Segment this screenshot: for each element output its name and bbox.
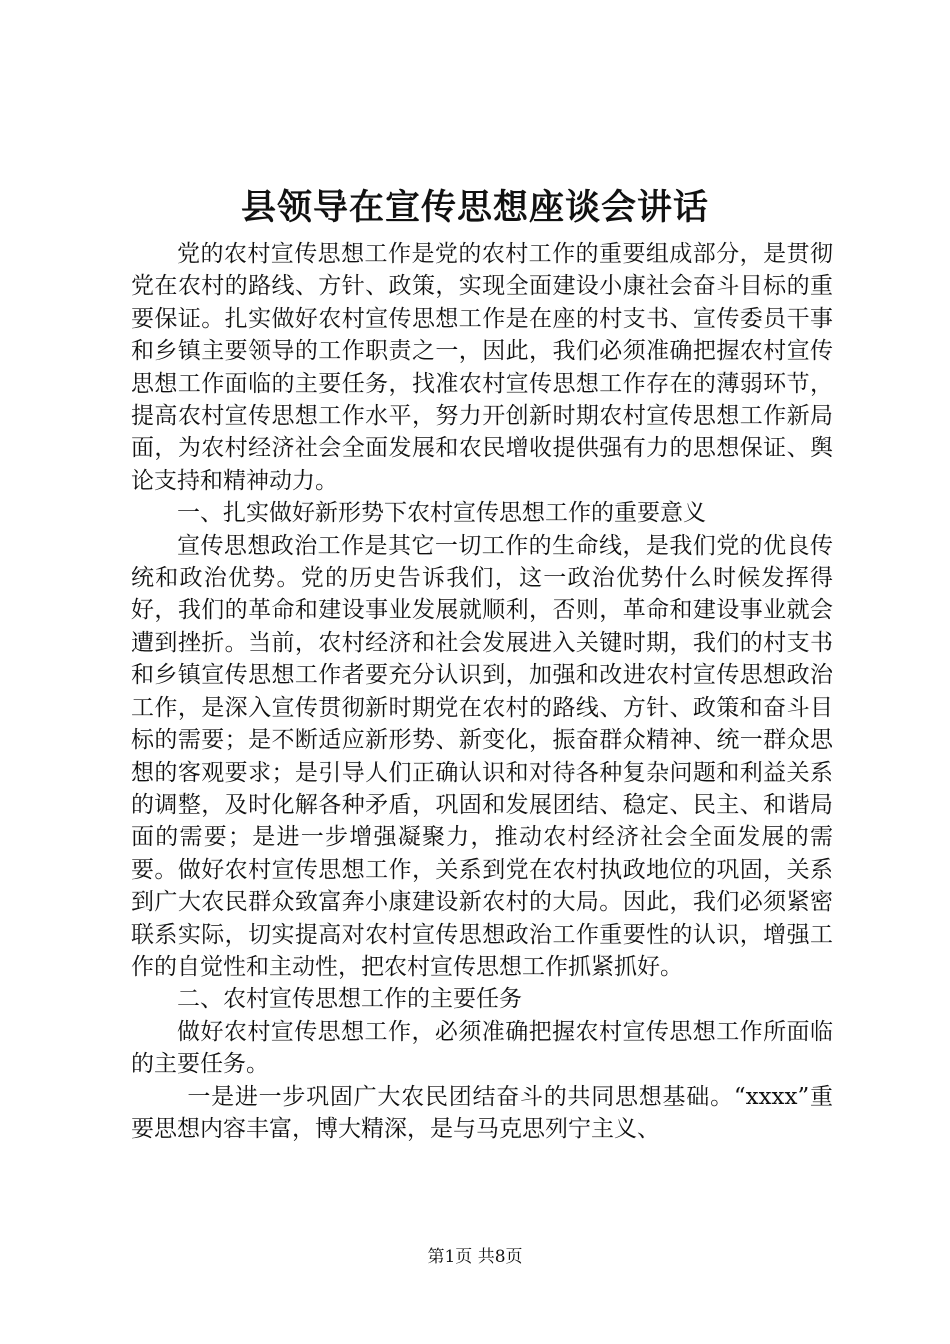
document-title: 县领导在宣传思想座谈会讲话 [240,187,709,228]
page-number-footer: 第1页 共8页 [427,1247,523,1267]
intro-paragraph: 党的农村宣传思想工作是党的农村工作的重要组成部分，是贯彻党在农村的路线、方针、政策，实现全面建设小康社会奋斗目标的重要保证。扎实做好农村宣传思想工作是在座的村支书、宣传委员干事和乡镇主要领导的工作职责之一，因此，我们必须准确把握农村宣传思想工作面临的主要任务，找准农村宣传思想工作存在的薄弱环节，提高农村宣传思想工作水平，努力开创新时期农村宣传思想工作新局面，为农村经济社会全面发展和农民增收提供强有力的思想保证、舆论支持和精神动力。 [131,241,833,494]
task-1-paragraph: 一是进一步巩固广大农民团结奋斗的共同思想基础。“xxxx”重要思想内容丰富，博大精深，是与马克思列宁主义、 [131,1083,833,1142]
section-2-paragraph: 做好农村宣传思想工作，必须准确把握农村宣传思想工作所面临的主要任务。 [131,1018,833,1078]
section-heading-1: 一、扎实做好新形势下农村宣传思想工作的重要意义 [177,500,706,527]
document-body [131,238,833,1145]
section-heading-2: 二、农村宣传思想工作的主要任务 [177,986,522,1013]
section-1-paragraph: 宣传思想政治工作是其它一切工作的生命线，是我们党的优良传统和政治优势。党的历史告诉我们，这一政治优势什么时候发挥得好，我们的革命和建设事业发展就顺利，否则，革命和建设事业就会遭到挫折。当前，农村经济和社会发展进入关键时期，我们的村支书和乡镇宣传思想工作者要充分认识到，加强和改进农村宣传思想政治工作，是深入宣传贯彻新时期党在农村的路线、方针、政策和奋斗目标的需要；是不断适应新形势、新变化，振奋群众精神、统一群众思想的客观要求；是引导人们正确认识和对待各种复杂问题和利益关系的调整，及时化解各种矛盾，巩固和发展团结、稳定、民主、和谐局面的需要；是进一步增强凝聚力，推动农村经济社会全面发展的需要。做好农村宣传思想工作，关系到党在农村执政地位的巩固，关系到广大农民群众致富奔小康建设新农村的大局。因此，我们必须紧密联系实际，切实提高对农村宣传思想政治工作重要性的认识，增强工作的自觉性和主动性，把农村宣传思想工作抓紧抓好。 [131,532,833,980]
